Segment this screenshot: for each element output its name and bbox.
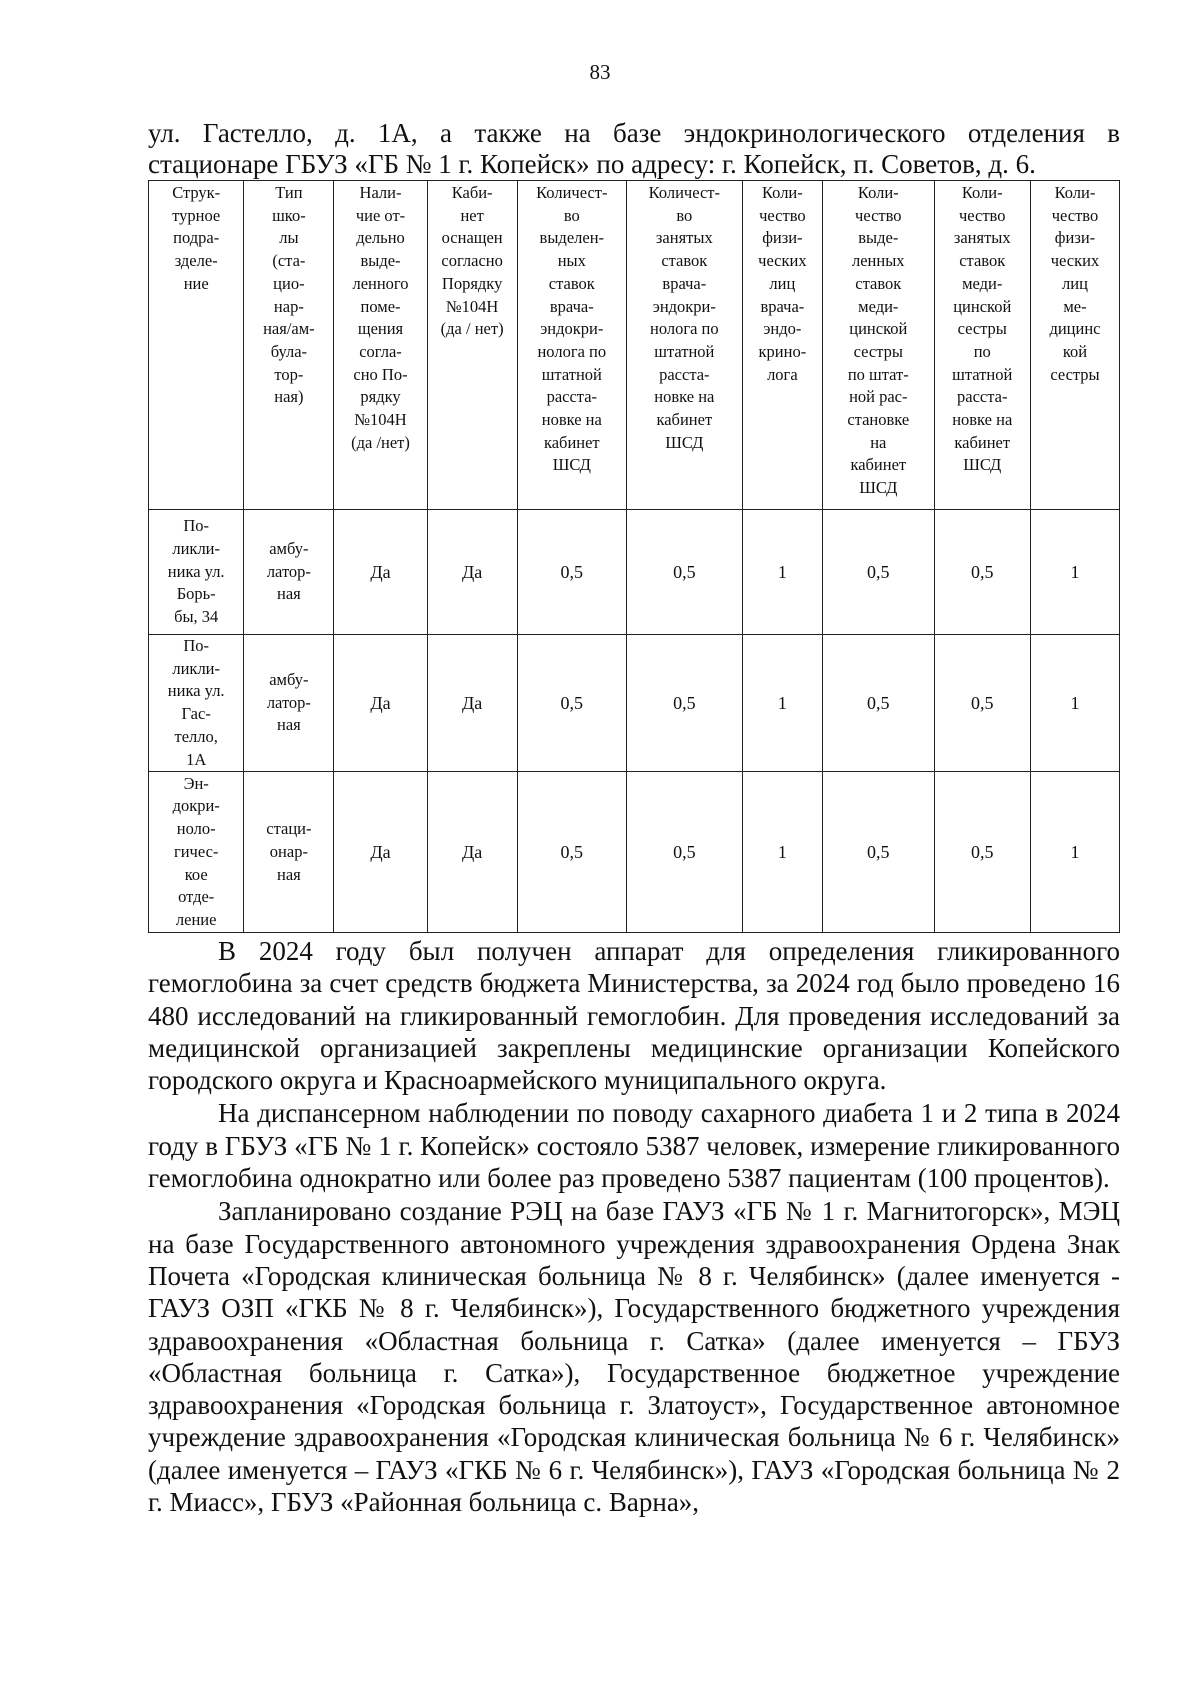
cell-doctor-allocated: 0,5 <box>517 510 626 635</box>
intro-line-1: ул. Гастелло, д. 1А, а также на базе эндокринологического отделения в <box>148 118 1120 148</box>
header-nurse-occupied: Коли- чество занятых ставок меди- цинской сестры по штатной расста- новке на кабинет ШСД <box>934 181 1030 510</box>
table-row <box>149 510 1120 635</box>
cell-nurse-allocated: 0,5 <box>823 772 934 933</box>
cell-nurse-persons: 1 <box>1030 635 1119 772</box>
cell-doctor-allocated: 0,5 <box>517 772 626 933</box>
cell-unit: По- ликли- ника ул. Борь- бы, 34 <box>149 510 244 635</box>
body-text <box>148 935 1120 1519</box>
table-row <box>149 772 1120 933</box>
cell-separate-room: Да <box>334 772 427 933</box>
cell-nurse-occupied: 0,5 <box>934 510 1030 635</box>
cell-doctor-persons: 1 <box>742 510 822 635</box>
cell-separate-room: Да <box>334 510 427 635</box>
paragraph-glycated-hemoglobin-device: В 2024 году был получен аппарат для определения гликированного гемоглобина за счет средств бюджета Министерства, за 2024 год было проведено 16 480 исследований на гликированный гемоглобин. Для проведения исследований за медицинской организацией закреплены медицинские организации Копейского городского округа и Красноармейского муниципального округа. <box>148 936 1120 1096</box>
header-doctor-allocated: Количест- во выделен- ных ставок врача- эндокри- нолога по штатной расста- новке на кабинет ШСД <box>517 181 626 510</box>
table-header-row <box>149 181 1120 510</box>
cell-doctor-allocated: 0,5 <box>517 635 626 772</box>
cell-unit: По- ликли- ника ул. Гас- телло, 1А <box>149 635 244 772</box>
cell-doctor-occupied: 0,5 <box>626 510 742 635</box>
cell-unit: Эн- докри- ноло- гичес- кое отде- ление <box>149 772 244 933</box>
paragraph-dispensary-observation: На диспансерном наблюдении по поводу сахарного диабета 1 и 2 типа в 2024 году в ГБУЗ «ГБ № 1 г. Копейск» состояло 5387 человек, измерение гликированного гемоглобина однократно или более раз проведено 5387 пациентам (100 процентов). <box>148 1098 1120 1194</box>
cell-school-type: амбу- латор- ная <box>244 510 334 635</box>
cell-nurse-occupied: 0,5 <box>934 772 1030 933</box>
table-row <box>149 635 1120 772</box>
cell-nurse-occupied: 0,5 <box>934 635 1030 772</box>
intro-paragraph <box>148 118 1120 180</box>
header-doctor-occupied: Количест- во занятых ставок врача- эндокри- нолога по штатной расста- новке на кабинет ШСД <box>626 181 742 510</box>
page-number: 83 <box>589 60 611 84</box>
cell-doctor-occupied: 0,5 <box>626 635 742 772</box>
header-nurse-persons: Коли- чество физи- ческих лиц ме- дицинс кой сестры <box>1030 181 1119 510</box>
diabetes-schools-table <box>148 180 1120 933</box>
cell-room-equipped: Да <box>427 635 517 772</box>
cell-nurse-persons: 1 <box>1030 510 1119 635</box>
cell-room-equipped: Да <box>427 510 517 635</box>
cell-school-type: стаци- онар- ная <box>244 772 334 933</box>
paragraph-planned-centers: Запланировано создание РЭЦ на базе ГАУЗ «ГБ № 1 г. Магнитогорск», МЭЦ на базе Государственного автономного учреждения здравоохранения Ордена Знак Почета «Городская клиническая больница № 8 г. Челябинск» (далее именуется - ГАУЗ ОЗП «ГКБ № 8 г. Челябинск»), Государственного бюджетного учреждения здравоохранения «Областная больница г. Сатка» (далее именуется – ГБУЗ «Областная больница г. Сатка»), Государственное бюджетное учреждение здравоохранения «Городская больница г. Златоуст», Государственное автономное учреждение здравоохранения «Городская клиническая больница № 6 г. Челябинск» (далее именуется – ГАУЗ «ГКБ № 6 г. Челябинск»), ГАУЗ «Городская больница № 2 г. Миасс», ГБУЗ «Районная больница с. Варна», <box>148 1196 1120 1518</box>
cell-doctor-persons: 1 <box>742 635 822 772</box>
header-doctor-persons: Коли- чество физи- ческих лиц врача- эндо- крино- лога <box>742 181 822 510</box>
cell-nurse-allocated: 0,5 <box>823 635 934 772</box>
cell-doctor-occupied: 0,5 <box>626 772 742 933</box>
cell-doctor-persons: 1 <box>742 772 822 933</box>
cell-separate-room: Да <box>334 635 427 772</box>
cell-room-equipped: Да <box>427 772 517 933</box>
header-school-type: Тип шко- лы (ста- цио- нар- ная/ам- була- тор- ная) <box>244 181 334 510</box>
intro-line-2: стационаре ГБУЗ «ГБ № 1 г. Копейск» по адресу: г. Копейск, п. Советов, д. 6. <box>148 149 1036 179</box>
header-unit: Струк- турное подра- зделе- ние <box>149 181 244 510</box>
header-separate-room: Нали- чие от- дельно выде- ленного поме- щения согла- сно По- рядку №104Н (да /нет) <box>334 181 427 510</box>
cell-nurse-allocated: 0,5 <box>823 510 934 635</box>
header-nurse-allocated: Коли- чество выде- ленных ставок меди- цинской сестры по штат- ной рас- становке на кабинет ШСД <box>823 181 934 510</box>
header-room-equipped: Каби- нет оснащен согласно Порядку №104Н (да / нет) <box>427 181 517 510</box>
cell-school-type: амбу- латор- ная <box>244 635 334 772</box>
cell-nurse-persons: 1 <box>1030 772 1119 933</box>
